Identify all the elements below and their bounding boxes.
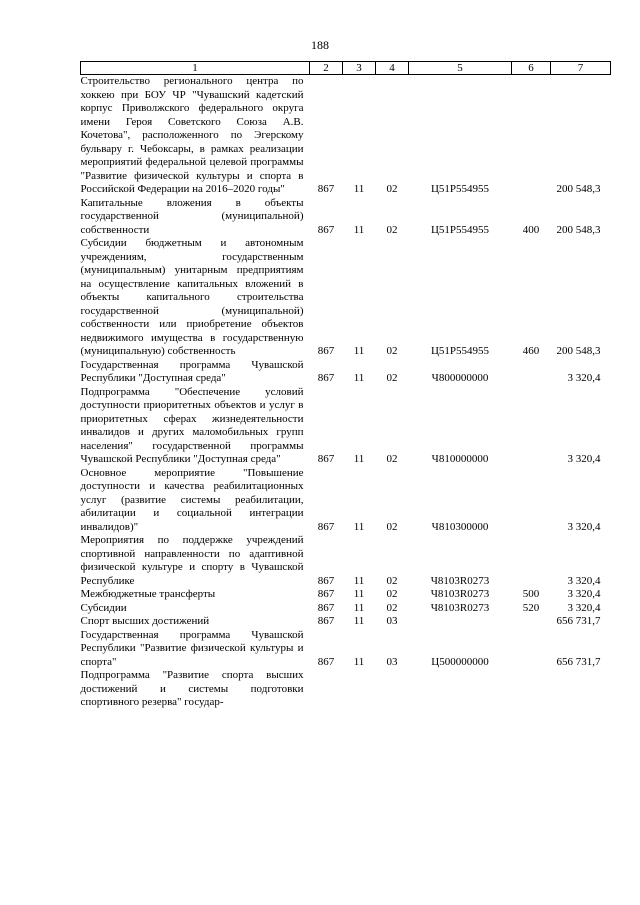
- row-name: Государственная программа Чувашской Республики "Доступная среда": [80, 358, 304, 384]
- ministry-code: 867: [317, 372, 335, 384]
- section-code: 11: [353, 372, 365, 384]
- target-article-code: [409, 669, 512, 710]
- subsection-code: 03: [386, 615, 398, 627]
- ministry-code: 867: [317, 601, 335, 614]
- ministry-code: 867: [317, 588, 335, 600]
- target-article-code: Ц51Р554955: [430, 345, 490, 357]
- expense-type-code: [512, 386, 551, 467]
- amount: 3 320,4: [567, 588, 601, 600]
- subsection-code: 02: [386, 588, 398, 600]
- subsection-code: 02: [386, 345, 398, 357]
- ministry-code: 867: [317, 615, 335, 627]
- row-name: Субсидии бюджетным и автономным учреждениям, государственным (муниципальным) унитарным предприятиям на осуществление капитальных вложений в объекты капитального строительства государственной (муниципальной) собственности или приобретение объектов недвижимого имущества в государственную (муниципальную) собственность: [80, 237, 304, 357]
- table-row: [81, 602, 611, 616]
- ministry-code: [310, 669, 343, 710]
- row-name: Основное мероприятие "Повышение доступности и качества реабилитационных услуг (развитие системы реабилитации, абилитации и социальной интеграции инвалидов)": [80, 466, 304, 533]
- amount: [551, 669, 611, 710]
- expense-type-code: [512, 629, 551, 670]
- amount: 656 731,7: [556, 615, 601, 627]
- target-article-code: Ц51Р554955: [430, 223, 490, 236]
- subsection-code: 02: [386, 372, 398, 384]
- amount: 3 320,4: [567, 601, 601, 614]
- row-name: Мероприятия по поддержке учреждений спортивной направленности по адаптивной физической культуре и спорту в Чувашской Республике: [80, 534, 304, 587]
- expense-type-code: 460: [522, 345, 540, 357]
- column-header-1: 1: [81, 62, 310, 75]
- section-code: 11: [353, 183, 365, 195]
- expense-type-code: 500: [522, 588, 540, 600]
- row-name: Строительство регионального центра по хоккею при БОУ ЧР "Чувашский кадетский корпус Приволжского федерального округа имени Героя Советского Союза А.В. Кочетова", расположенного по Эгерскому бульвару г. Чебоксары, в рамках реализации мероприятий федеральной целевой программы "Развитие физической культуры и спорта в Российской Федерации на 2016–2020 годы": [80, 75, 304, 195]
- section-code: 11: [353, 615, 365, 627]
- expense-type-code: [512, 669, 551, 710]
- ministry-code: 867: [317, 223, 335, 236]
- column-header-7: 7: [551, 62, 611, 75]
- target-article-code: [409, 615, 512, 629]
- ministry-code: 867: [317, 520, 335, 533]
- target-article-code: Ч8103R0273: [430, 588, 490, 600]
- column-header-5: 5: [409, 62, 512, 75]
- header-row: [81, 62, 611, 75]
- table-row: [81, 75, 611, 197]
- row-name: Межбюджетные трансферты: [80, 588, 216, 600]
- expense-type-code: [512, 534, 551, 588]
- table-row: [81, 669, 611, 710]
- target-article-code: Ч8103R0273: [430, 574, 490, 587]
- subsection-code: 02: [386, 453, 398, 465]
- table-row: [81, 237, 611, 359]
- amount: 3 320,4: [567, 520, 601, 533]
- column-header-4: 4: [376, 62, 409, 75]
- row-name: Подпрограмма "Обеспечение условий доступности приоритетных объектов и услуг в приоритетных сферах жизнедеятельности инвалидов и других маломобильных групп населения" государственной программы Чувашской Республики "Доступная среда": [80, 385, 304, 465]
- target-article-code: Ч810000000: [431, 453, 489, 465]
- table-header: [81, 62, 611, 75]
- section-code: 11: [353, 345, 365, 357]
- expense-type-code: [512, 467, 551, 535]
- section-code: [343, 669, 376, 710]
- column-header-3: 3: [343, 62, 376, 75]
- section-code: 11: [353, 588, 365, 600]
- subsection-code: 02: [386, 223, 398, 236]
- row-name: Подпрограмма "Развитие спорта высших достижений и системы подготовки спортивного резерва" государ-: [80, 669, 304, 708]
- section-code: 11: [353, 655, 365, 668]
- target-article-code: Ч800000000: [431, 372, 489, 384]
- expense-type-code: [512, 75, 551, 197]
- row-name: Субсидии: [80, 601, 127, 614]
- table-row: [81, 629, 611, 670]
- subsection-code: 02: [386, 601, 398, 614]
- subsection-code: 02: [386, 183, 398, 195]
- section-code: 11: [353, 601, 365, 614]
- ministry-code: 867: [317, 345, 335, 357]
- table-row: [81, 615, 611, 629]
- expense-type-code: 520: [522, 601, 540, 614]
- amount: 3 320,4: [567, 372, 601, 384]
- column-header-2: 2: [310, 62, 343, 75]
- amount: 200 548,3: [556, 223, 601, 236]
- section-code: 11: [353, 574, 365, 587]
- amount: 656 731,7: [556, 655, 601, 668]
- target-article-code: Ч810300000: [431, 520, 489, 533]
- column-header-6: 6: [512, 62, 551, 75]
- ministry-code: 867: [317, 655, 335, 668]
- table-row: [81, 588, 611, 602]
- ministry-code: 867: [317, 183, 335, 195]
- row-name: Государственная программа Чувашской Республики "Развитие физической культуры и спорта": [80, 628, 304, 668]
- expense-type-code: [512, 615, 551, 629]
- subsection-code: 02: [386, 574, 398, 587]
- amount: 200 548,3: [556, 183, 601, 195]
- subsection-code: [376, 669, 409, 710]
- table-row: [81, 359, 611, 386]
- target-article-code: Ч8103R0273: [430, 601, 490, 614]
- table-row: [81, 534, 611, 588]
- table-row: [81, 467, 611, 535]
- subsection-code: 02: [386, 520, 398, 533]
- budget-table: [80, 61, 611, 710]
- target-article-code: Ц51Р554955: [430, 183, 490, 195]
- table-row: [81, 197, 611, 238]
- ministry-code: 867: [317, 453, 335, 465]
- target-article-code: Ц500000000: [431, 655, 489, 668]
- table-body: [81, 75, 611, 710]
- expense-type-code: [512, 359, 551, 386]
- section-code: 11: [353, 520, 365, 533]
- page-number: 188: [311, 38, 329, 52]
- amount: 3 320,4: [567, 574, 601, 587]
- subsection-code: 03: [386, 655, 398, 668]
- section-code: 11: [353, 453, 365, 465]
- amount: 200 548,3: [556, 345, 601, 357]
- row-name: Спорт высших достижений: [80, 615, 210, 627]
- section-code: 11: [353, 223, 365, 236]
- row-name: Капитальные вложения в объекты государственной (муниципальной) собственности: [80, 196, 304, 236]
- amount: 3 320,4: [567, 453, 601, 465]
- ministry-code: 867: [317, 574, 335, 587]
- expense-type-code: 400: [522, 223, 540, 236]
- table-row: [81, 386, 611, 467]
